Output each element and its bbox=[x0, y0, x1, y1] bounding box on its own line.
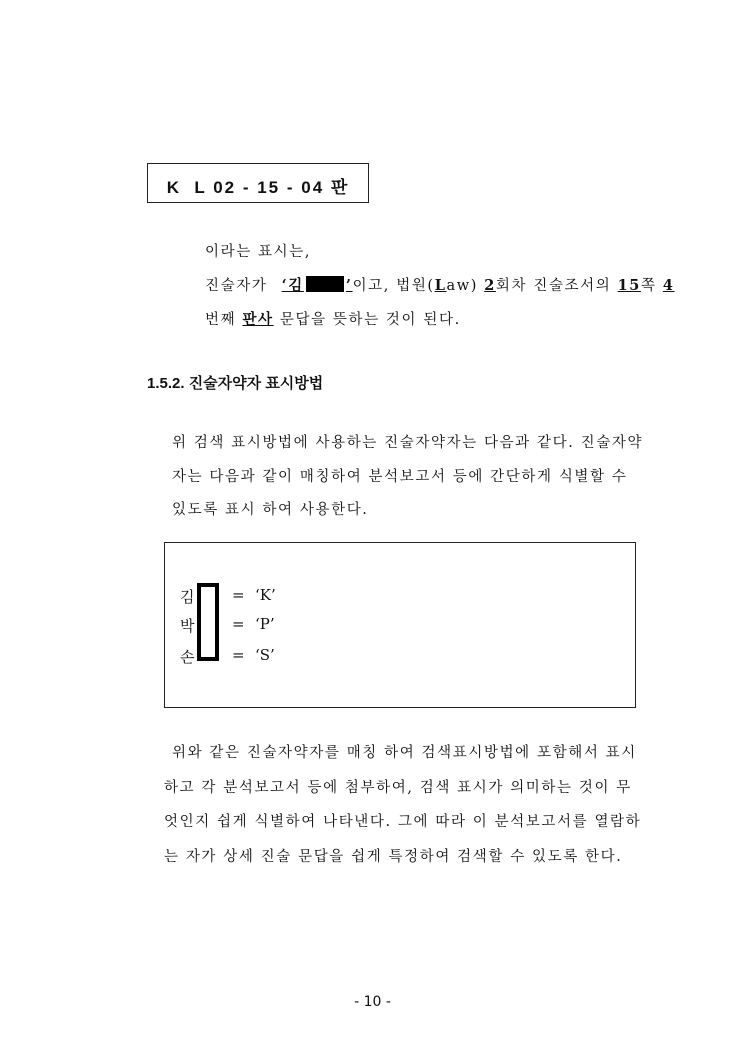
intro-line-2 bbox=[205, 274, 675, 295]
para2-line: 는 자가 상세 진술 문답을 쉽게 특정하여 검색할 수 있도록 한다. bbox=[164, 849, 623, 865]
intro-text: 회차 진술조서의 bbox=[495, 278, 612, 294]
abbr-equals: = bbox=[232, 646, 245, 664]
redaction-block bbox=[306, 276, 344, 292]
intro-line-1: 이라는 표시는, bbox=[205, 244, 312, 260]
para2-line: 엇인지 쉽게 식별하여 나타낸다. 그에 따라 이 분석보고서를 열람하 bbox=[164, 814, 642, 830]
judge-label: 판사 bbox=[242, 311, 274, 328]
abbr-equals: = bbox=[232, 586, 245, 604]
abbr-name: 손 bbox=[180, 648, 195, 666]
session-number: 2 bbox=[484, 277, 496, 294]
law-initial: L bbox=[434, 277, 447, 294]
redaction-block bbox=[197, 583, 219, 661]
abbr-code: ‘P’ bbox=[255, 615, 275, 633]
order-number: 4 bbox=[662, 277, 675, 294]
code-box-text: K L 02 - 15 - 04 판 bbox=[166, 178, 350, 197]
intro-text: 문답을 뜻하는 것이 된다. bbox=[279, 312, 461, 328]
abbr-code: ‘K’ bbox=[255, 586, 276, 604]
section-heading: 1.5.2. 진술자약자 표시방법 bbox=[147, 375, 324, 392]
code-box bbox=[147, 163, 369, 203]
intro-text: 이고, 법원( bbox=[352, 278, 435, 294]
para1-line: 있도록 표시 하여 사용한다. bbox=[172, 502, 369, 518]
para1-line: 자는 다음과 같이 매칭하여 분석보고서 등에 간단하게 식별할 수 bbox=[172, 469, 628, 485]
para2-line: 위와 같은 진술자약자를 매칭 하여 검색표시방법에 포함해서 표시 bbox=[172, 745, 637, 761]
intro-line-3 bbox=[205, 308, 461, 329]
page-number: 15 bbox=[617, 277, 641, 294]
quote-open: ‘김 bbox=[281, 277, 304, 294]
intro-text: aw) bbox=[446, 278, 478, 294]
speaker-quote bbox=[282, 277, 353, 294]
abbr-code: ‘S’ bbox=[255, 646, 275, 664]
quote-close: ’ bbox=[345, 277, 353, 294]
para2-line: 하고 각 분석보고서 등에 첨부하여, 검색 표시가 의미하는 것이 무 bbox=[164, 780, 632, 796]
para1-line: 위 검색 표시방법에 사용하는 진술자약자는 다음과 같다. 진술자약 bbox=[172, 435, 644, 451]
intro-text: 진술자가 bbox=[205, 278, 268, 294]
intro-text: 번째 bbox=[205, 312, 237, 328]
intro-text: 쪽 bbox=[641, 278, 657, 294]
abbr-equals: = bbox=[232, 615, 245, 633]
abbr-name: 박 bbox=[180, 617, 195, 635]
page-number-footer: - 10 - bbox=[354, 994, 391, 1010]
abbr-name: 김 bbox=[180, 588, 195, 606]
